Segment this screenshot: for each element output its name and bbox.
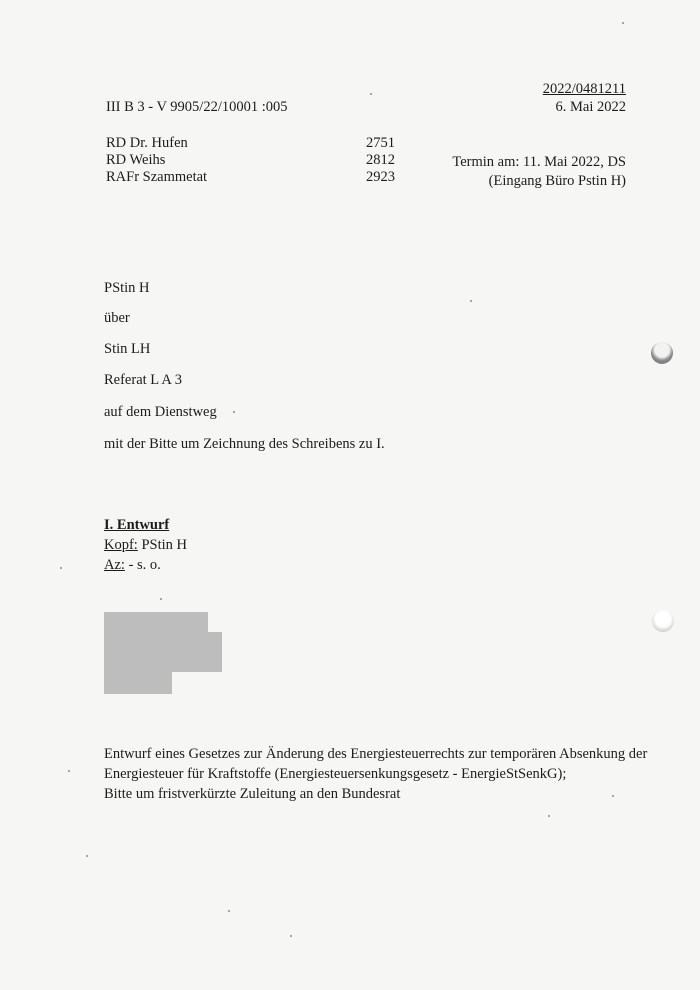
head-value: PStin H: [137, 537, 188, 553]
scan-speck: [60, 567, 62, 569]
deadline-line-1: Termin am: 11. Mai 2022, DS: [452, 154, 626, 170]
contact-name-2: RD Weihs: [106, 152, 166, 168]
scan-speck: [622, 22, 624, 24]
contact-ext-3: 2923: [366, 169, 395, 185]
via-referat: Referat L A 3: [104, 372, 182, 388]
contact-name-3: RAFr Szammetat: [106, 169, 208, 185]
contact-ext-2: 2812: [366, 152, 395, 168]
subject-line-2: Energiesteuer für Kraftstoffe (Energiesteuersenkungsgesetz - EnergieStSenkG);: [104, 766, 567, 782]
file-reference: III B 3 - V 9905/22/10001 :005: [106, 99, 288, 115]
scan-speck: [233, 411, 235, 413]
scan-speck: [370, 93, 372, 95]
scan-speck: [228, 910, 230, 912]
punch-hole-lower: [652, 610, 674, 632]
ref-label: Az:: [104, 557, 125, 573]
subject-line-3: Bitte um fristverkürzte Zuleitung an den Bundesrat: [104, 786, 401, 802]
via-stin: Stin LH: [104, 341, 151, 357]
draft-heading: I. Entwurf: [104, 517, 170, 533]
scan-speck: [160, 598, 162, 600]
via-dienstweg: auf dem Dienstweg: [104, 404, 217, 420]
scan-speck: [86, 855, 88, 857]
contact-ext-1: 2751: [366, 135, 395, 151]
contact-name-1: RD Dr. Hufen: [106, 135, 188, 151]
scan-speck: [290, 935, 292, 937]
deadline-line-2: (Eingang Büro Pstin H): [488, 173, 626, 189]
routing-request: mit der Bitte um Zeichnung des Schreibens zu I.: [104, 436, 385, 452]
ref-value: - s. o.: [124, 557, 161, 573]
scan-speck: [68, 770, 70, 772]
head-line: [104, 536, 187, 554]
subject-line-1: Entwurf eines Gesetzes zur Änderung des Energiesteuerrechts zur temporären Absenkung der: [104, 746, 648, 762]
via-word: über: [104, 310, 130, 326]
scan-speck: [612, 795, 614, 797]
scan-speck: [470, 300, 472, 302]
document-date: 6. Mai 2022: [555, 99, 626, 115]
ref-line: [104, 556, 161, 574]
redaction-notch: [172, 672, 208, 694]
document-number: 2022/0481211: [542, 81, 626, 97]
head-label: Kopf:: [104, 537, 138, 553]
scan-speck: [548, 815, 550, 817]
recipient: PStin H: [104, 280, 150, 296]
redaction-block-extension: [160, 632, 222, 672]
punch-hole-upper: [651, 342, 673, 364]
